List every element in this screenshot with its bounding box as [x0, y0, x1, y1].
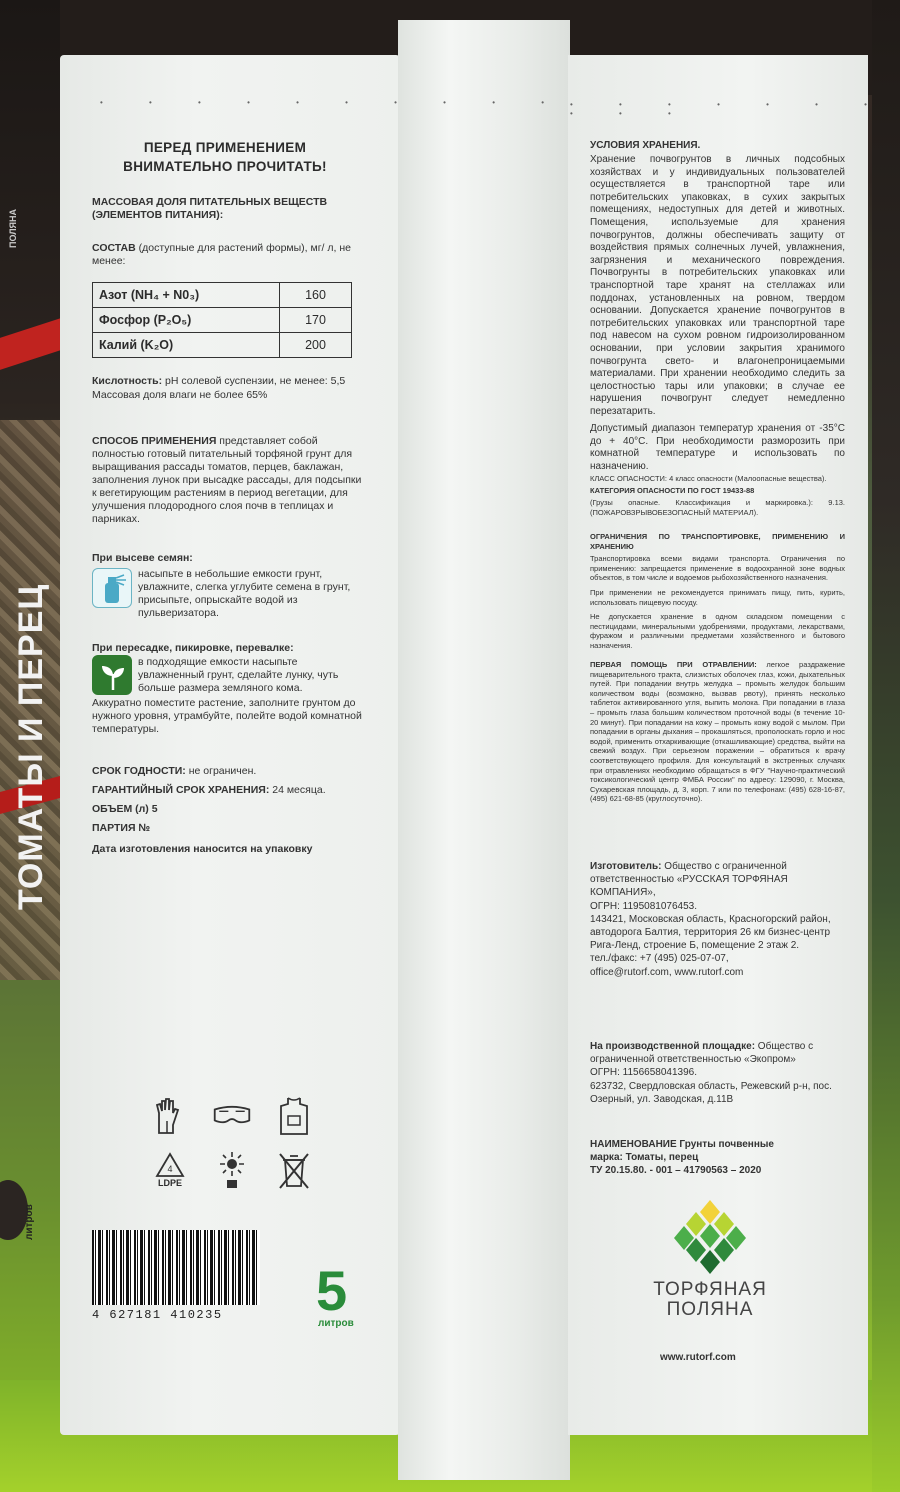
shelf-value: не ограничен. [185, 765, 257, 777]
guarantee-value: 24 месяца. [269, 784, 326, 796]
perforation-holes: • • • • • • • • • • [100, 98, 567, 107]
barcode-number: 4 627181 410235 [92, 1308, 223, 1322]
sowing-text: насыпьте в небольшие емкости грунт, увлажните, слегка углубите семена в грунт, присыпьте, опрыскайте водой из пульверизатора. [138, 568, 351, 619]
spray-bottle-icon [92, 568, 132, 608]
composition-line [92, 242, 362, 268]
method-text: представляет собой полностью готовый питательный торфяной грунт для выращивания рассады томатов, перцев, баклажан, заполнения лунок при высадке рассады, для подсыпки к вегетирующим растениям в период вегетации, для улучшения плодородного слоя почв в теплицах и парниках. [92, 435, 362, 525]
restrictions-text: Транспортировка всеми видами транспорта. Ограничения по применению: запрещается применение в водоохранной зоне водных объектов, в том числе и водоемов рыбохозяйственного назначения. [590, 554, 845, 583]
storage-title: УСЛОВИЯ ХРАНЕНИЯ. [590, 140, 701, 151]
manufacturer-address: 143421, Московская область, Красногорский район, автодорога Балтия, территория 26 км бизнес-центр Рига-Ленд, строение Б, помещение 2 этаж 2. [590, 913, 831, 952]
protect-from-sun-icon [212, 1150, 252, 1190]
storage-text: Хранение почвогрунтов в личных подсобных хозяйствах и у индивидуальных пользователей осуществляется в транспортной таре или потребительских упаковках, в сухих закрытых помещениях, недоступных для детей и животных. Помещения, используемые для хранения почвогрунтов, должны обеспечивать защиту от воздействия прямых солнечных лучей, увлажнения, загрязнения и механического повреждения. Почвогрунты в потребительских упаковках или транспортной таре хранят на стеллажах или поддонах, установленных на ровном, твердом основании. Допускается хранение почвогрунтов в потребительских упаковках или транспортной таре под навесом на сухом ровном гидроизолированном основании, при условии закрытия хранимого почвогрунта свето- и влагонепроницаемыми материалами. При хранении необходимо следить за целостностью тары или упаковки; в случае ее нарушения почвогрунт следует немедленно перезатарить. [590, 154, 845, 417]
brand-name: ТОРФЯНАЯ ПОЛЯНА [653, 1279, 767, 1320]
guarantee [92, 784, 362, 797]
nutrient-name: Фосфор (P₂O₅) [93, 308, 280, 333]
seedling-icon [92, 655, 132, 695]
product-brand-line: марка: Томаты, перец [590, 1152, 699, 1164]
composition-label: СОСТАВ [92, 242, 136, 254]
product-tu-line: ТУ 20.15.80. - 001 – 41790563 – 2020 [590, 1165, 762, 1177]
perforation-holes: • • • • • • • • • • [570, 100, 889, 118]
composition-text: (доступные для растений формы), мг/ л, не менее: [92, 242, 351, 267]
moisture-line: Массовая доля влаги не более 65% [92, 389, 268, 401]
manufacturer-label: Изготовитель: [590, 861, 662, 872]
brand-logo-icon [672, 1198, 748, 1274]
website-url: www.rutorf.com [660, 1352, 736, 1363]
hazard-note: (Грузы опасные. Классификация и маркировка.): 9.13.(ПОЖАРОВЗРЫВОБЕЗОПАСНЫЙ МАТЕРИАЛ). [590, 498, 845, 517]
safety-icons-row-2 [150, 1150, 314, 1190]
goggles-icon [212, 1095, 252, 1135]
sowing-title: При высеве семян: [92, 552, 193, 564]
table-row [93, 308, 352, 333]
acidity-line [92, 375, 362, 388]
side-litres: литров [24, 1204, 35, 1240]
recycle-ldpe-icon [150, 1150, 190, 1190]
production-site-label: На производственной площадке: [590, 1041, 756, 1052]
warning-heading: ПЕРЕД ПРИМЕНЕНИЕМ ВНИМАТЕЛЬНО ПРОЧИТАТЬ! [123, 140, 327, 174]
table-row [93, 283, 352, 308]
first-aid-text: легкое раздражение пищеварительного тракта, слизистых оболочек глаз, кожи, дыхательных путей. При попадании внутрь желудка – промыть желудок большим количеством воды (возможно, вызвав рвоту), принять несколько таблеток активированного угля, выпить молока. При попадании в глаза – промыть глаза большим количеством проточной воды (в течение 10-20 минут). При попадании на кожу – промыть кожу водой с мылом. При попадании в органы дыхания – прокашляться, прополоскать горло и нос водой, применить отхаркивающие (откашливающие) средства, выйти на свежий воздух. При серьезном поражении – обратиться к врачу соответствующего профиля. Для консультаций в экстренных случаях при отравлениях необходимо обращаться в ФГУ "Научно-практический токсикологический центр ФМБА России" по адресу: 129090, г. Москва, Сухаревская площадь, д. 3, корп. 7 или по телефонам: (495) 628-16-87, (495) 621-68-85 (круглосуточно). [590, 660, 845, 804]
safety-icons-row-1 [150, 1095, 314, 1135]
barcode [92, 1230, 260, 1305]
manufacturer-web: office@rutorf.com, www.rutorf.com [590, 966, 744, 978]
production-site-ogrn: ОГРН: 1156658041396. [590, 1067, 697, 1079]
nutrient-mass-title: МАССОВАЯ ДОЛЯ ПИТАТЕЛЬНЫХ ВЕЩЕСТВ (ЭЛЕМЕНТОВ ПИТАНИЯ): [92, 196, 328, 221]
no-trash-bin-icon [274, 1150, 314, 1190]
center-seam-panel [398, 20, 570, 1480]
transplant-text-2: Аккуратно поместите растение, заполните грунтом до нужного уровня, утрамбуйте, полейте водой комнатной температуры. [92, 697, 362, 735]
bag-right-edge [872, 0, 900, 1492]
storage-temperature: Допустимый диапазон температур хранения от -35°С до + 40°С. При необходимости разморозить при комнатной температуре и использовать по назначению. [590, 423, 845, 472]
manufacturer [590, 860, 845, 979]
acidity-text: pH солевой суспензии, не менее: 5,5 [162, 375, 346, 387]
volume-line: ОБЪЕМ (л) 5 [92, 803, 158, 815]
manufacturer-phone: тел./факс: +7 (495) 025-07-07, [590, 953, 729, 965]
restrictions-text-3: Не допускается хранение в одном складском помещении с пестицидами, минеральными удобрениями, продуктами, лекарствами, фуражом и различными предметами хозяйственного и бытового назначения. [590, 612, 845, 650]
manufacturer-text: Общество с ограниченной ответственностью «РУССКАЯ ТОРФЯНАЯ КОМПАНИЯ», [590, 861, 788, 899]
batch-line: ПАРТИЯ № [92, 822, 151, 834]
nutrient-value: 170 [280, 308, 352, 333]
product-name-text: Грунты почвенные [676, 1139, 774, 1150]
guarantee-label: ГАРАНТИЙНЫЙ СРОК ХРАНЕНИЯ: [92, 784, 270, 796]
production-site-text: Общество с ограниченной ответственностью «Экопром» [590, 1041, 814, 1066]
transplant-title: При пересадке, пикировке, перевалке: [92, 642, 294, 654]
first-aid [590, 660, 845, 804]
manufacture-date-note: Дата изготовления наносится на упаковку [92, 843, 313, 855]
acidity-label: Кислотность: [92, 375, 163, 387]
production-site [590, 1040, 845, 1106]
apron-icon [274, 1095, 314, 1135]
product-name-label: НАИМЕНОВАНИЕ [590, 1139, 677, 1150]
ldpe-number: 4 [167, 1164, 173, 1174]
shelf-label: СРОК ГОДНОСТИ: [92, 765, 186, 777]
manufacturer-ogrn: ОГРН: 1195081076453. [590, 900, 697, 912]
ldpe-label: LDPE [157, 1178, 182, 1188]
gloves-icon [150, 1095, 190, 1135]
first-aid-title: ПЕРВАЯ ПОМОЩЬ ПРИ ОТРАВЛЕНИИ: [590, 660, 757, 669]
production-site-address: 623732, Свердловская область, Режевский р-н, пос. Озерный, ул. Заводская, д.11В [590, 1080, 832, 1105]
volume-big-number: 5 [316, 1259, 348, 1322]
restrictions-text-2: При применении не рекомендуется принимать пищу, пить, курить, использовать пищевую посуду. [590, 588, 845, 607]
shelf-life [92, 765, 362, 778]
nutrient-name: Азот (NH₄ + N0₃) [93, 283, 280, 308]
nutrient-name: Калий (K₂O) [93, 333, 280, 358]
side-product-title: ТОМАТЫ И ПЕРЕЦ [12, 583, 50, 910]
product-name [590, 1138, 845, 1178]
table-row [93, 333, 352, 358]
transplant-text: в подходящие емкости насыпьте увлажненный грунт, сделайте лунку, чуть больше размера земляного кома. [138, 656, 339, 694]
side-brand-small: ПОЛЯНА [8, 208, 18, 248]
hazard-category: КАТЕГОРИЯ ОПАСНОСТИ ПО ГОСТ 19433-88 [590, 486, 755, 495]
volume-big-unit: литров [318, 1318, 354, 1329]
method-paragraph [92, 435, 362, 526]
hazard-class: КЛАСС ОПАСНОСТИ: 4 класс опасности (Малоопасные вещества). [590, 474, 827, 483]
restrictions-title: ОГРАНИЧЕНИЯ ПО ТРАНСПОРТИРОВКЕ, ПРИМЕНЕНИЮ И ХРАНЕНИЮ [590, 532, 845, 551]
nutrient-value: 160 [280, 283, 352, 308]
nutrient-value: 200 [280, 333, 352, 358]
method-label: СПОСОБ ПРИМЕНЕНИЯ [92, 435, 217, 447]
nutrient-table [92, 282, 352, 358]
